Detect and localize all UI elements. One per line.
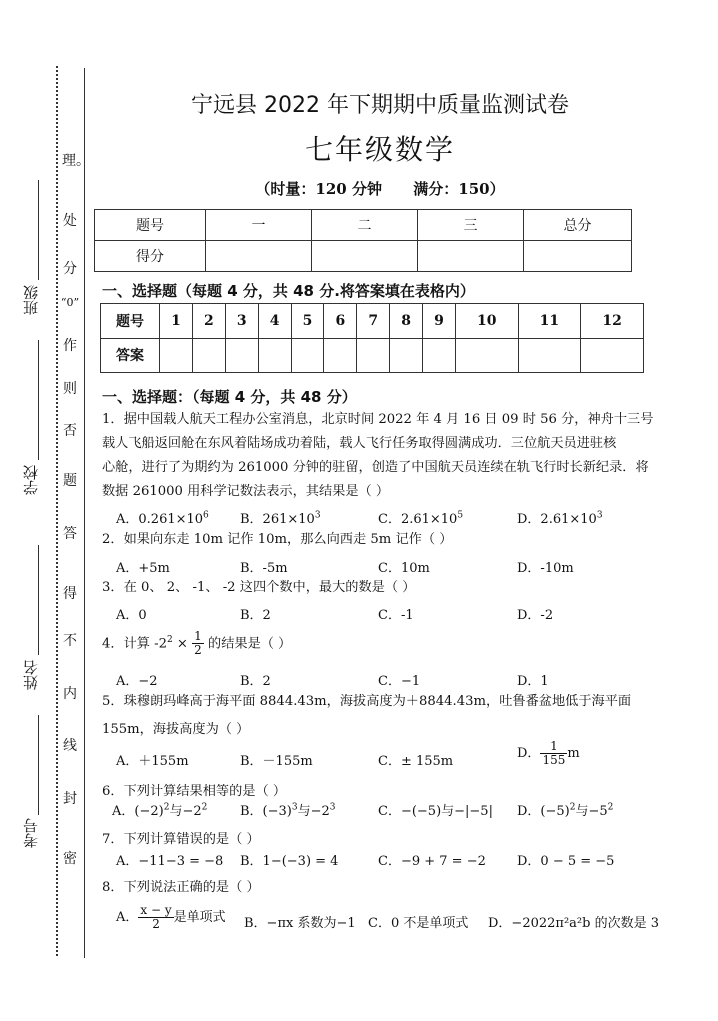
option-c: C．0 不是单项式 — [368, 916, 469, 931]
option-d: D．1 — [517, 674, 549, 689]
exam-title: 宁远县 2022 年下期期中质量监测试卷 — [191, 93, 569, 118]
score-header-cell: 总分 — [524, 210, 632, 241]
option-c: C．−9 + 7 = −2 — [378, 854, 486, 869]
option-d: D．0 − 5 = −5 — [517, 854, 615, 869]
answer-row-label: 答案 — [101, 338, 160, 373]
answer-cell[interactable] — [160, 338, 193, 373]
option-c: C．10m — [378, 561, 430, 576]
binding-solid-line — [84, 68, 85, 958]
question-text-line: 数据 261000 用科学记数法表示，其结果是（ ） — [102, 484, 390, 499]
option-b: B．2 — [240, 608, 271, 623]
field-underline — [38, 340, 39, 460]
answer-cell[interactable] — [225, 338, 258, 373]
answer-cell[interactable] — [291, 338, 324, 373]
answer-header-cell: 题号 — [101, 304, 160, 339]
question-4: 4．计算 $-2^2$ × $\frac{1}{2}$ 的结果是（ ） — [102, 629, 292, 658]
binding-dotted-line — [56, 66, 58, 956]
answer-header-cell: 2 — [192, 304, 225, 339]
option-a: A．0 — [116, 608, 147, 623]
option-a: A．−11−3 = −8 — [116, 854, 224, 869]
notice-char: 则 — [63, 381, 77, 397]
notice-char: “0” — [60, 296, 80, 309]
question-text-line: 5．珠穆朗玛峰高于海平面 8844.43m，海拔高度为＋8844.43m，吐鲁番盆地低于海平面 — [102, 694, 632, 709]
school-field-label: 学校 — [22, 465, 40, 495]
option-b: B．2 — [240, 674, 271, 689]
score-cell[interactable] — [418, 241, 524, 272]
question-text-line: 载人飞船返回舱在东风着陆场成功着陆，载人飞行任务取得圆满成功．三位航天员进驻核 — [102, 436, 617, 451]
option-b: B．$(-3)^3$与$-2^3$ — [240, 802, 336, 819]
answer-header-cell: 12 — [581, 304, 644, 339]
answer-cell[interactable] — [518, 338, 581, 373]
exam-subtitle: 七年级数学 — [304, 133, 455, 166]
name-field-label: 姓名 — [22, 660, 40, 690]
notice-char: 内 — [63, 686, 77, 702]
answer-cell[interactable] — [357, 338, 390, 373]
option-c: C．± 155m — [378, 754, 454, 769]
question-5 — [102, 690, 682, 742]
exam-number-field-label: 考号 — [22, 818, 40, 848]
notice-char: 封 — [63, 791, 77, 807]
answer-cell[interactable] — [324, 338, 357, 373]
notice-char: 题 — [63, 473, 77, 489]
option-d: D． $\frac{1}{155}$ m — [517, 739, 580, 767]
option-a: A．+5m — [116, 561, 170, 576]
score-table — [94, 209, 632, 272]
answer-header-cell: 6 — [324, 304, 357, 339]
answer-cell[interactable] — [258, 338, 291, 373]
answer-header-cell: 7 — [357, 304, 390, 339]
option-b: B．－155m — [240, 754, 313, 769]
answer-cell[interactable] — [423, 338, 456, 373]
notice-char: 线 — [63, 738, 77, 754]
notice-char: 答 — [63, 526, 77, 542]
answer-header-cell: 10 — [455, 304, 518, 339]
option-b: B．$261\times 10^3$ — [240, 510, 321, 527]
option-c: C．$2.61\times 10^5$ — [378, 510, 464, 527]
option-a: A． $\frac{x - y}{2}$ 是单项式 — [116, 903, 226, 931]
option-a: A．$(-2)^2$与$-2^2$ — [112, 802, 208, 819]
score-cell[interactable] — [206, 241, 312, 272]
option-d: D．$(-5)^2$与$-5^2$ — [517, 802, 614, 819]
option-d: D．-2 — [517, 608, 554, 623]
notice-char: 得 — [63, 586, 77, 602]
answer-header-cell: 9 — [423, 304, 456, 339]
option-d: D．$2.61\times 10^3$ — [517, 510, 603, 527]
answer-header-cell: 11 — [518, 304, 581, 339]
question-8: 8．下列说法正确的是（ ） — [102, 880, 260, 895]
notice-char: 不 — [63, 633, 77, 649]
question-7: 7．下列计算错误的是（ ） — [102, 832, 260, 847]
notice-char: 否 — [63, 423, 77, 439]
answer-header-cell: 8 — [390, 304, 423, 339]
answer-cell[interactable] — [455, 338, 518, 373]
notice-char: 分 — [63, 261, 77, 277]
notice-char: 密 — [63, 851, 77, 867]
question-1 — [102, 408, 682, 504]
section-heading: 一、选择题（每题 4 分，共 48 分.将答案填在表格内） — [102, 282, 475, 300]
notice-char: 处 — [63, 213, 77, 229]
option-d: D．−2022π²a²b 的次数是 3 — [488, 916, 659, 931]
answer-cell[interactable] — [192, 338, 225, 373]
score-row-label: 得分 — [95, 241, 206, 272]
field-underline — [38, 545, 39, 655]
question-text-line: 1．据中国载人航天工程办公室消息，北京时间 2022 年 4 月 16 日 09 时 56 分，神舟十三号 — [102, 412, 654, 427]
score-header-cell: 三 — [418, 210, 524, 241]
option-c: C．-1 — [378, 608, 414, 623]
question-text-line: 心舱，进行了为期约为 261000 分钟的驻留，创造了中国航天员连续在轨飞行时长新纪录．将 — [102, 460, 649, 475]
answer-table — [100, 303, 644, 373]
option-b: B．1−(−3) = 4 — [240, 854, 339, 869]
score-cell[interactable] — [312, 241, 418, 272]
notice-char: 理。 — [62, 153, 90, 169]
answer-header-cell: 1 — [160, 304, 193, 339]
option-a: A．$0.261\times 10^6$ — [116, 510, 209, 527]
notice-char: 作 — [63, 338, 77, 354]
question-6: 6．下列计算结果相等的是（ ） — [102, 784, 287, 799]
answer-header-cell: 3 — [225, 304, 258, 339]
question-2: 2．如果向东走 10m 记作 10m，那么向西走 5m 记作（ ） — [102, 532, 453, 547]
class-field-label: 班级 — [22, 285, 40, 315]
score-header-cell: 一 — [206, 210, 312, 241]
score-header-cell: 二 — [312, 210, 418, 241]
option-b: B．−πx 系数为−1 — [244, 916, 356, 931]
option-a: A．＋155m — [116, 754, 189, 769]
score-header-cell: 题号 — [95, 210, 206, 241]
option-a: A．−2 — [116, 674, 158, 689]
fraction: $\frac{1}{2}$ — [194, 629, 202, 658]
score-cell[interactable] — [524, 241, 632, 272]
question-text-line: 155m，海拔高度为（ ） — [102, 722, 250, 737]
field-underline — [38, 715, 39, 815]
question-3: 3．在 0、 2、 -1、 -2 这四个数中，最大的数是（ ） — [102, 580, 416, 595]
answer-cell[interactable] — [581, 338, 644, 373]
answer-cell[interactable] — [390, 338, 423, 373]
time-info: （时量：120 分钟 满分：150） — [255, 180, 505, 198]
field-underline — [38, 180, 39, 280]
option-b: B．-5m — [240, 561, 288, 576]
section-heading: 一、选择题：（每题 4 分，共 48 分） — [102, 388, 357, 406]
option-d: D．-10m — [517, 561, 574, 576]
option-c: C．−(−5)与−|−5| — [378, 804, 493, 819]
option-c: C．−1 — [378, 674, 421, 689]
answer-header-cell: 4 — [258, 304, 291, 339]
answer-header-cell: 5 — [291, 304, 324, 339]
